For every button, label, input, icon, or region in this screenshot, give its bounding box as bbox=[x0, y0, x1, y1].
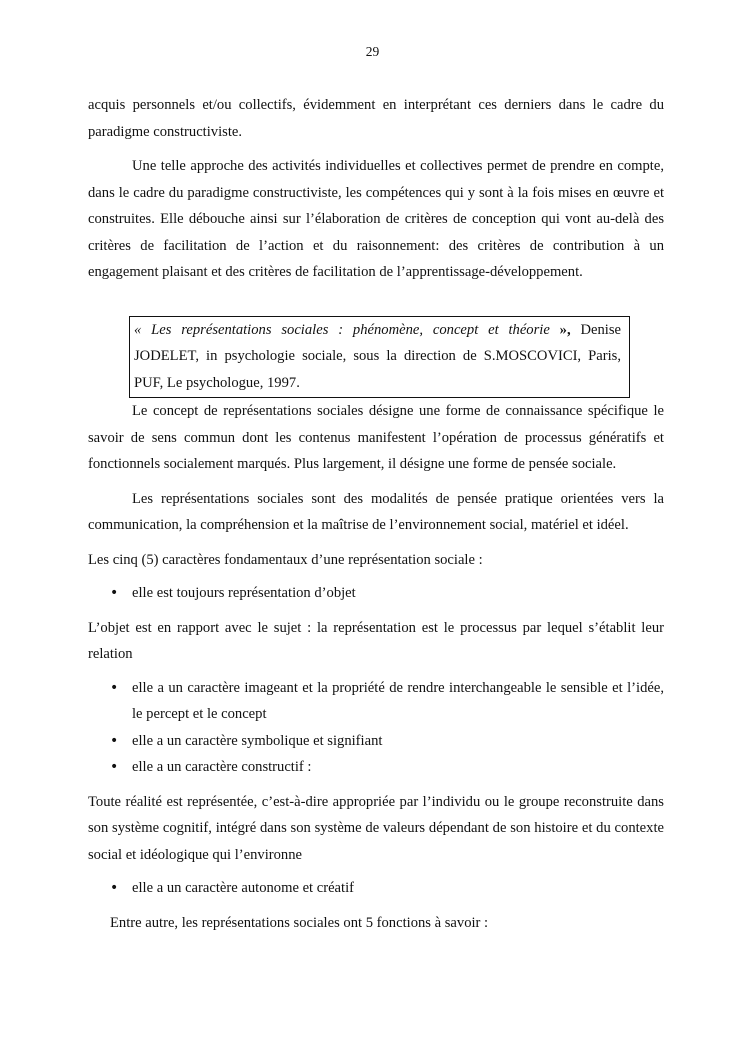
reference-text bbox=[134, 317, 621, 397]
list-item: • elle a un caractère imageant et la propriété de rendre interchangeable le sensible et l’idée, le percept et le concept bbox=[88, 675, 664, 728]
paragraph-6: L’objet est en rapport avec le sujet : la représentation est le processus par lequel s’établit leur relation bbox=[88, 619, 664, 662]
list-item: • elle est toujours représentation d’objet bbox=[88, 580, 664, 607]
paragraph-5: Les cinq (5) caractères fondamentaux d’une représentation sociale : bbox=[88, 551, 483, 568]
paragraph-1: acquis personnels et/ou collectifs, évidemment en interprétant ces derniers dans le cadre du paradigme constructiviste. bbox=[88, 97, 664, 140]
page-content bbox=[88, 92, 664, 936]
bullet-list-3 bbox=[88, 875, 664, 902]
reference-box bbox=[129, 316, 630, 399]
page-number: 29 bbox=[365, 44, 380, 59]
paragraph-2: Une telle approche des activités individuelles et collectives permet de prendre en compte, dans le cadre du paradigme constructiviste, les compétences qui y sont à la fois mises en œuvre et construites. Elle débouche ainsi sur l’élaboration de critères de conception qui vont au-delà des critères de facilitation de l’action et du raisonnement: des critères de contribution à un engagement plaisant et des critères de facilitation de l’apprentissage-développement. bbox=[88, 158, 664, 280]
paragraph-3: Le concept de représentations sociales désigne une forme de connaissance spécifique le savoir de sens commun dont les contenus manifestent l’opération de processus génératifs et fonctionnels socialement marqués. Plus largement, il désigne une forme de pensée sociale. bbox=[88, 403, 664, 472]
list-item: • elle a un caractère constructif : bbox=[88, 754, 664, 781]
paragraph-4: Les représentations sociales sont des modalités de pensée pratique orientées vers la communication, la compréhension et la maîtrise de l’environnement social, matériel et idéel. bbox=[88, 490, 664, 533]
paragraph-8: Entre autre, les représentations sociales ont 5 fonctions à savoir : bbox=[110, 914, 489, 931]
reference-title: « Les représentations sociales : phénomène, concept et théorie bbox=[134, 321, 550, 338]
list-item: • elle a un caractère symbolique et signifiant bbox=[88, 728, 664, 755]
reference-details: Denise JODELET, in psychologie sociale, sous la direction de S.MOSCOVICI, Paris, PUF, Le psychologue, 1997. bbox=[134, 321, 621, 391]
reference-title-close: », bbox=[559, 321, 571, 338]
list-item: • elle a un caractère autonome et créatif bbox=[88, 875, 664, 902]
bullet-list-2 bbox=[88, 675, 664, 781]
bullet-list-1 bbox=[88, 580, 664, 607]
paragraph-7: Toute réalité est représentée, c’est-à-dire appropriée par l’individu ou le groupe reconstruite dans son système cognitif, intégré dans son système de valeurs dépendant de son histoire et du contexte social et idéologique qui l’environne bbox=[88, 793, 664, 863]
